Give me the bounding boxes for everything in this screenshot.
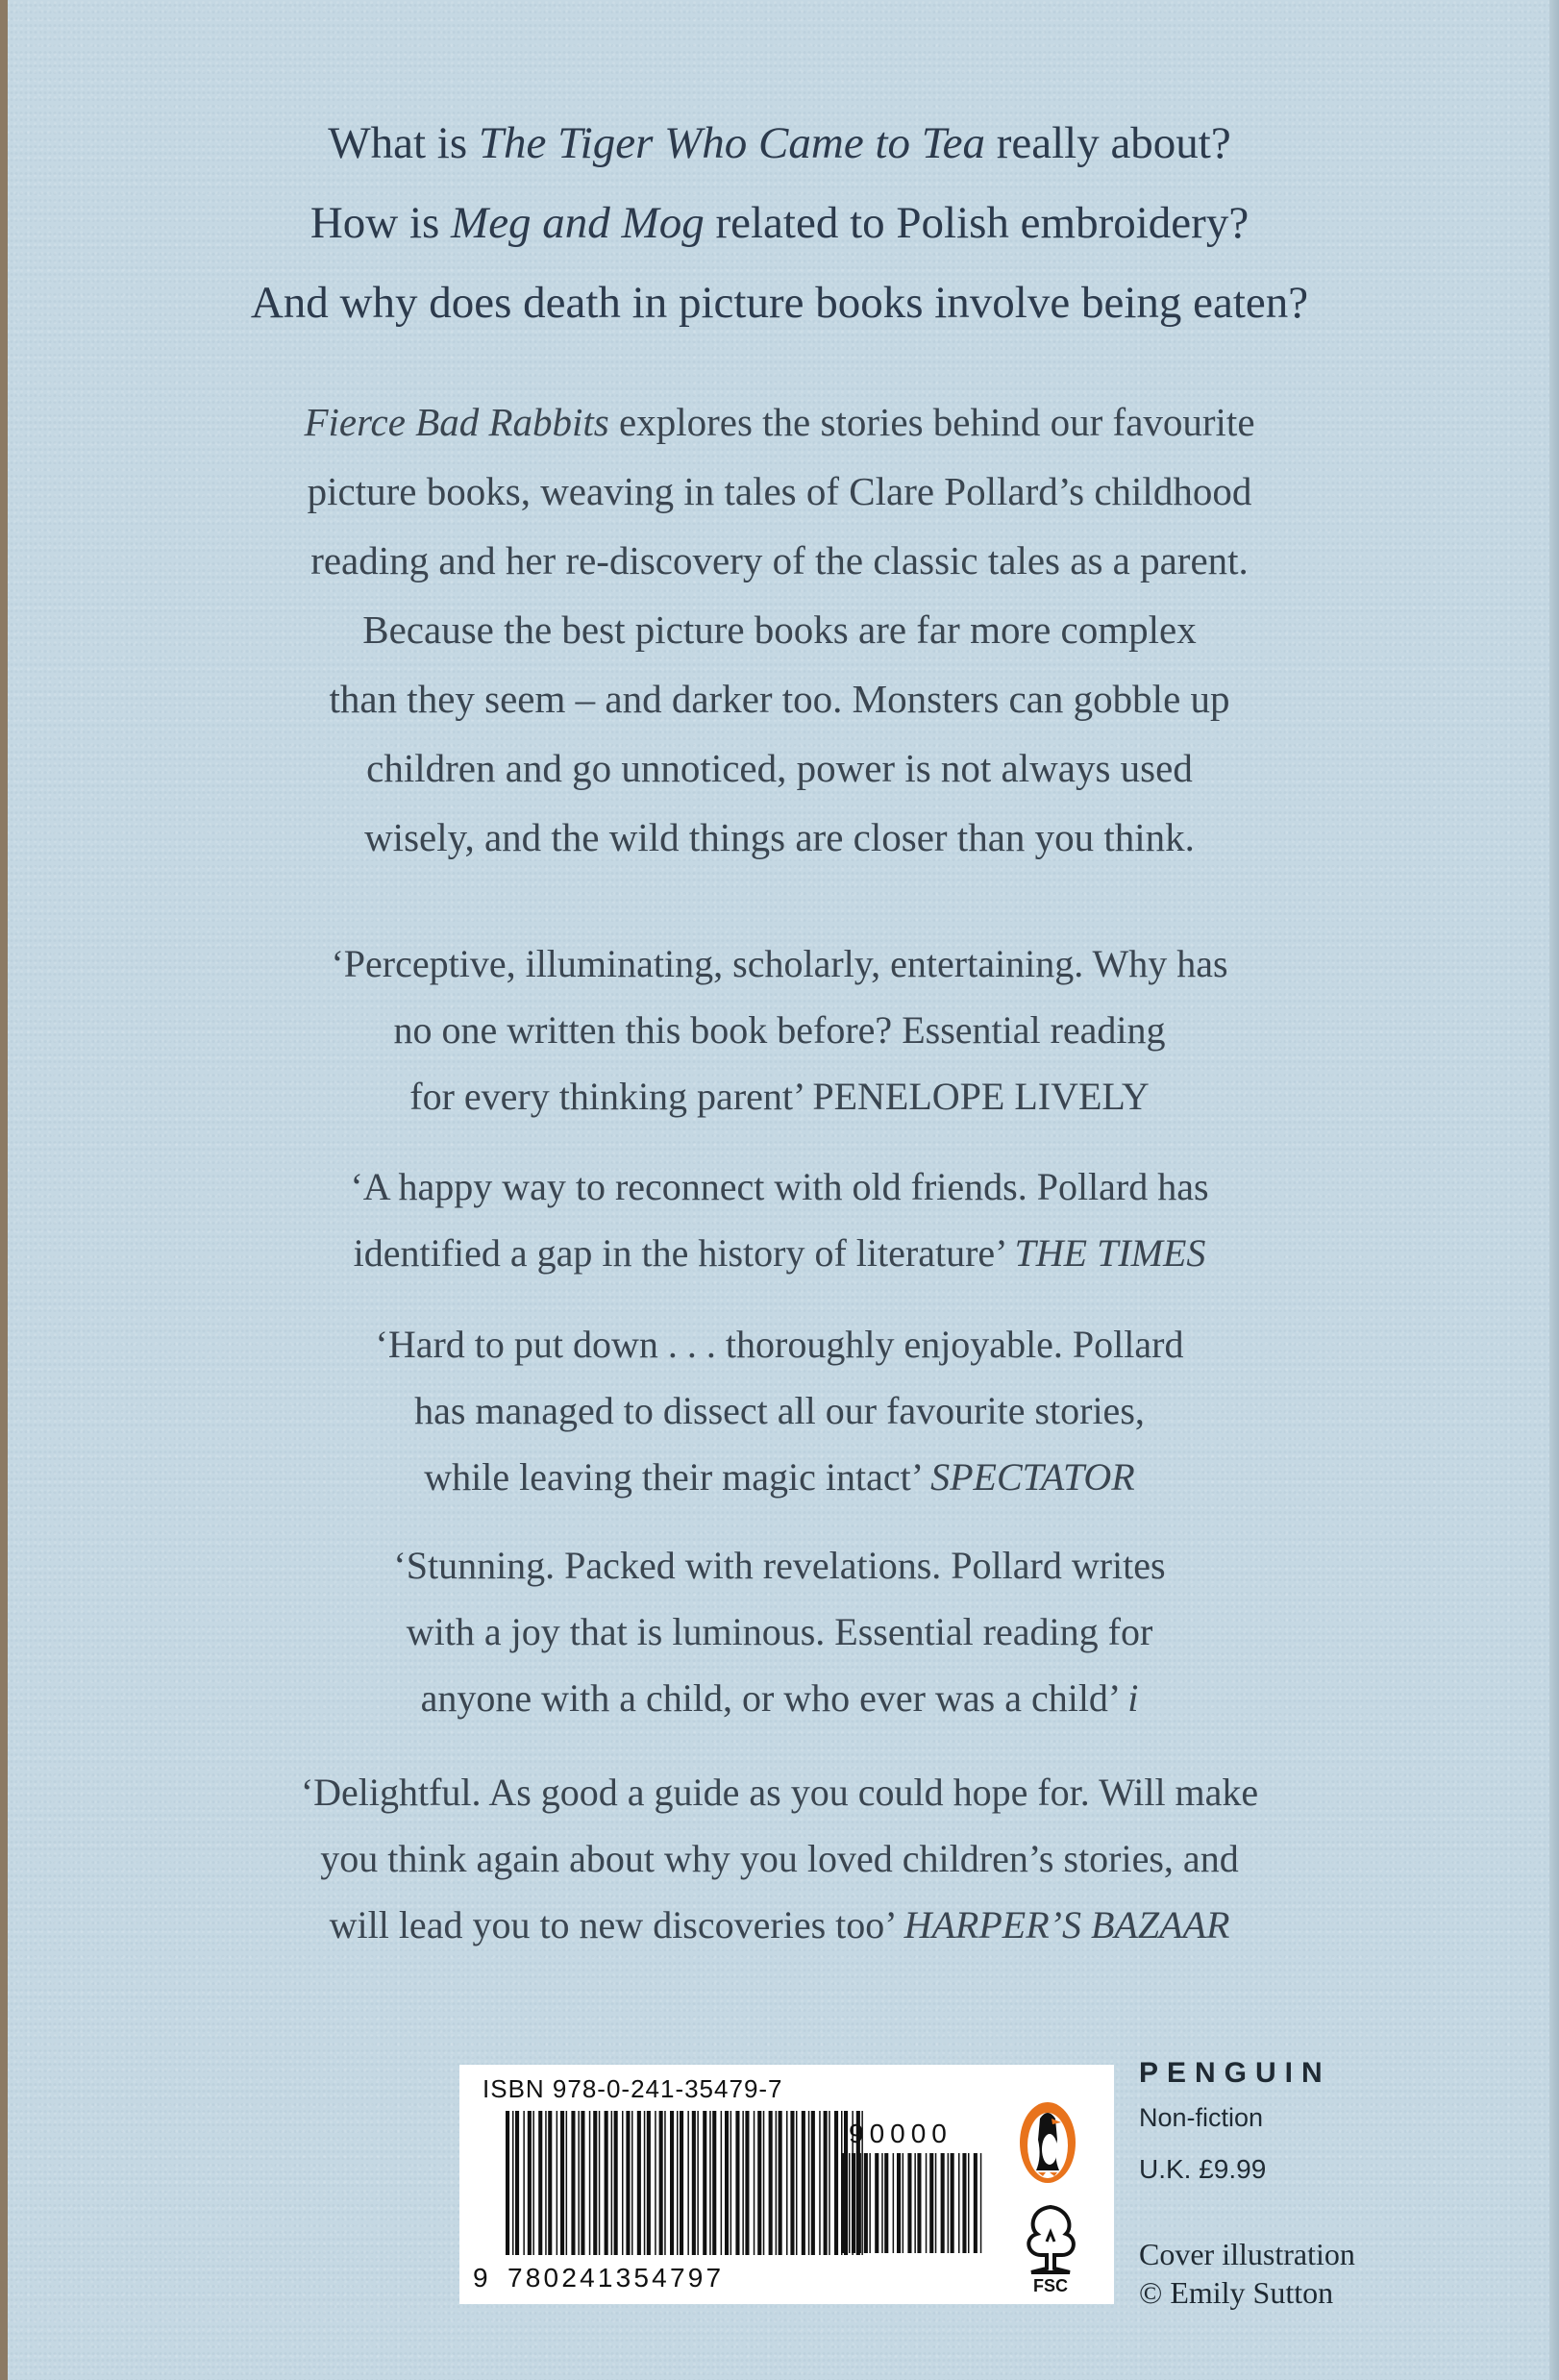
- barcode-bars: [506, 2111, 866, 2255]
- blurb-line: Fierce Bad Rabbits explores the stories behind our favourite: [304, 400, 1255, 444]
- tagline-questions: [96, 104, 1463, 343]
- barcode-bar: [697, 2111, 699, 2255]
- barcode-bar: [548, 2111, 552, 2255]
- barcode-bar: [869, 2153, 871, 2253]
- review-quote-2: [144, 1153, 1415, 1286]
- barcode-bar: [802, 2111, 805, 2255]
- barcode-bar: [790, 2111, 794, 2255]
- barcode-bar: [611, 2111, 613, 2255]
- barcode-bar: [659, 2111, 663, 2255]
- credit-line-2: © Emily Sutton: [1139, 2275, 1334, 2310]
- barcode-bar: [811, 2111, 815, 2255]
- quote-line: ‘Stunning. Packed with revelations. Pollard writes: [393, 1544, 1166, 1587]
- isbn-label: ISBN 978-0-241-35479-7: [483, 2074, 783, 2103]
- barcode-bar: [664, 2111, 666, 2255]
- barcode-bar: [523, 2111, 525, 2255]
- barcode-bar: [808, 2111, 810, 2255]
- barcode-bar: [687, 2111, 689, 2255]
- barcode-bar: [754, 2111, 755, 2255]
- barcode-bar: [958, 2153, 960, 2253]
- barcode-bar: [824, 2111, 828, 2255]
- penguin-logo-icon: [1017, 2099, 1078, 2186]
- barcode-bar: [962, 2153, 966, 2253]
- barcode-bar: [929, 2153, 933, 2253]
- blurb-line: Because the best picture books are far more complex: [362, 607, 1197, 652]
- barcode-bar: [779, 2111, 782, 2255]
- barcode-bar: [622, 2111, 624, 2255]
- barcode-first-digit: 9: [473, 2263, 488, 2293]
- barcode-bar: [730, 2111, 732, 2255]
- barcode-bar: [512, 2111, 514, 2255]
- barcode-bar: [757, 2111, 761, 2255]
- barcode-bar: [626, 2111, 630, 2255]
- barcode-bar: [721, 2111, 723, 2255]
- cover-credit: [1139, 2235, 1504, 2312]
- quote-line: ‘Perceptive, illuminating, scholarly, entertaining. Why has: [331, 942, 1228, 985]
- barcode-bar: [893, 2153, 895, 2253]
- barcode-bar: [763, 2111, 765, 2255]
- barcode-bar: [819, 2111, 821, 2255]
- barcode-bar: [571, 2111, 575, 2255]
- barcode-bar: [545, 2111, 547, 2255]
- book-category: Non-fiction: [1139, 2103, 1264, 2132]
- barcode-bar: [631, 2111, 633, 2255]
- quote-source: HARPER’S BAZAAR: [903, 1903, 1230, 1946]
- barcode-bar: [776, 2111, 778, 2255]
- barcode-bar: [578, 2111, 580, 2255]
- blurb-line: wisely, and the wild things are closer than you think.: [364, 815, 1195, 859]
- question-line-2: How is Meg and Mog related to Polish embroidery?: [309, 198, 1250, 248]
- barcode-bar: [875, 2153, 878, 2253]
- barcode-bar: [834, 2111, 838, 2255]
- quote-line: ‘Delightful. As good a guide as you could hope for. Will make: [300, 1771, 1259, 1814]
- barcode-bar: [968, 2153, 970, 2253]
- barcode-bar: [725, 2111, 729, 2255]
- barcode-bar: [670, 2111, 674, 2255]
- barcode-bar: [677, 2111, 679, 2255]
- barcode-bar: [941, 2153, 945, 2253]
- barcode-bar: [849, 2153, 851, 2253]
- review-quote-5: [144, 1759, 1415, 1958]
- barcode-bar: [581, 2111, 584, 2255]
- cover-edge-left: [0, 0, 8, 2380]
- barcode-bar: [735, 2111, 739, 2255]
- barcode-bar: [859, 2153, 861, 2253]
- quote-line: for every thinking parent’ PENELOPE LIVELY: [409, 1075, 1150, 1118]
- barcode-bar: [914, 2153, 916, 2253]
- publisher-info: [1139, 2057, 1504, 2185]
- blurb-line: reading and her re-discovery of the classic tales as a parent.: [310, 538, 1249, 583]
- barcode-bar: [506, 2111, 509, 2255]
- barcode-bar: [745, 2111, 749, 2255]
- barcode-bar: [644, 2111, 646, 2255]
- barcode-bar: [903, 2153, 904, 2253]
- barcode-bar: [538, 2111, 542, 2255]
- barcode-bar: [655, 2111, 656, 2255]
- review-quote-4: [144, 1532, 1415, 1731]
- barcode-bar: [637, 2111, 641, 2255]
- quote-line: has managed to dissect all our favourite stories,: [414, 1389, 1145, 1432]
- barcode-bar: [593, 2111, 597, 2255]
- barcode-bar: [897, 2153, 901, 2253]
- barcode-bar: [614, 2111, 618, 2255]
- barcode-bar: [974, 2153, 977, 2253]
- barcode-bar: [769, 2111, 773, 2255]
- review-quote-3: [144, 1311, 1415, 1510]
- book-title: Fierce Bad Rabbits: [304, 400, 609, 444]
- barcode-panel: [459, 2065, 1114, 2304]
- barcode-bar: [829, 2111, 830, 2255]
- barcode-bar: [647, 2111, 651, 2255]
- barcode-bar: [852, 2153, 855, 2253]
- barcode-bar: [980, 2153, 982, 2253]
- fsc-tree-icon: [1012, 2199, 1089, 2295]
- blurb-paragraph: [163, 387, 1396, 872]
- barcode-bar: [935, 2153, 937, 2253]
- fsc-label: FSC: [1033, 2276, 1068, 2295]
- barcode-bar: [926, 2153, 928, 2253]
- barcode-bar: [884, 2153, 888, 2253]
- quote-line: with a joy that is luminous. Essential reading for: [406, 1610, 1153, 1653]
- barcode-bar: [703, 2111, 706, 2255]
- publisher-name: PENGUIN: [1139, 2057, 1331, 2089]
- quote-source: i: [1127, 1676, 1139, 1720]
- barcode-bar: [589, 2111, 591, 2255]
- barcode-bar: [566, 2111, 568, 2255]
- barcode-bar: [742, 2111, 744, 2255]
- barcode-digits: 780241354797: [507, 2263, 725, 2293]
- quote-source: PENELOPE LIVELY: [812, 1075, 1150, 1118]
- blurb-line: picture books, weaving in tales of Clare Pollard’s childhood: [307, 469, 1252, 513]
- quote-line: will lead you to new discoveries too’ HARPER’S BAZAAR: [329, 1903, 1230, 1946]
- barcode-bar: [709, 2111, 711, 2255]
- barcode-bar: [557, 2111, 558, 2255]
- blurb-line: than they seem – and darker too. Monsters can gobble up: [329, 677, 1230, 721]
- barcode-addon-bars: [842, 2153, 986, 2253]
- credit-line-1: Cover illustration: [1139, 2237, 1355, 2271]
- quote-source: THE TIMES: [1014, 1231, 1206, 1275]
- barcode-bar: [605, 2111, 608, 2255]
- review-quote-1: [144, 930, 1415, 1129]
- barcode-bar: [599, 2111, 601, 2255]
- quote-line: you think again about why you loved children’s stories, and: [320, 1837, 1239, 1880]
- barcode-bar: [842, 2153, 846, 2253]
- barcode-addon-number: 90000: [849, 2119, 953, 2148]
- barcode-bar: [796, 2111, 798, 2255]
- book-price: U.K. £9.99: [1139, 2154, 1267, 2184]
- cover-edge-right: [1549, 0, 1559, 2380]
- barcode-bar: [881, 2153, 883, 2253]
- barcode-bar: [786, 2111, 788, 2255]
- barcode-bar: [864, 2153, 868, 2253]
- barcode-bar: [907, 2153, 911, 2253]
- barcode-bar: [692, 2111, 696, 2255]
- quote-line: ‘Hard to put down . . . thoroughly enjoyable. Pollard: [375, 1323, 1184, 1366]
- barcode-bar: [528, 2111, 532, 2255]
- question-line-1: What is The Tiger Who Came to Tea really about?: [328, 118, 1231, 168]
- question-line-3: And why does death in picture books involve being eaten?: [250, 278, 1309, 328]
- barcode-bar: [951, 2153, 954, 2253]
- barcode-bar: [560, 2111, 564, 2255]
- barcode-bar: [532, 2111, 534, 2255]
- barcode-bar: [515, 2111, 519, 2255]
- quote-line: identified a gap in the history of literature’ THE TIMES: [353, 1231, 1206, 1275]
- quote-line: no one written this book before? Essential reading: [393, 1008, 1166, 1052]
- quote-source: SPECTATOR: [930, 1455, 1135, 1499]
- barcode-bar: [680, 2111, 683, 2255]
- quote-line: anyone with a child, or who ever was a child’ i: [420, 1676, 1139, 1720]
- quote-line: ‘A happy way to reconnect with old friends. Pollard has: [350, 1165, 1209, 1208]
- barcode-bar: [948, 2153, 950, 2253]
- barcode-bar: [712, 2111, 716, 2255]
- blurb-line: children and go unnoticed, power is not always used: [366, 746, 1193, 790]
- barcode-bar: [917, 2153, 921, 2253]
- quote-line: while leaving their magic intact’ SPECTATOR: [424, 1455, 1135, 1499]
